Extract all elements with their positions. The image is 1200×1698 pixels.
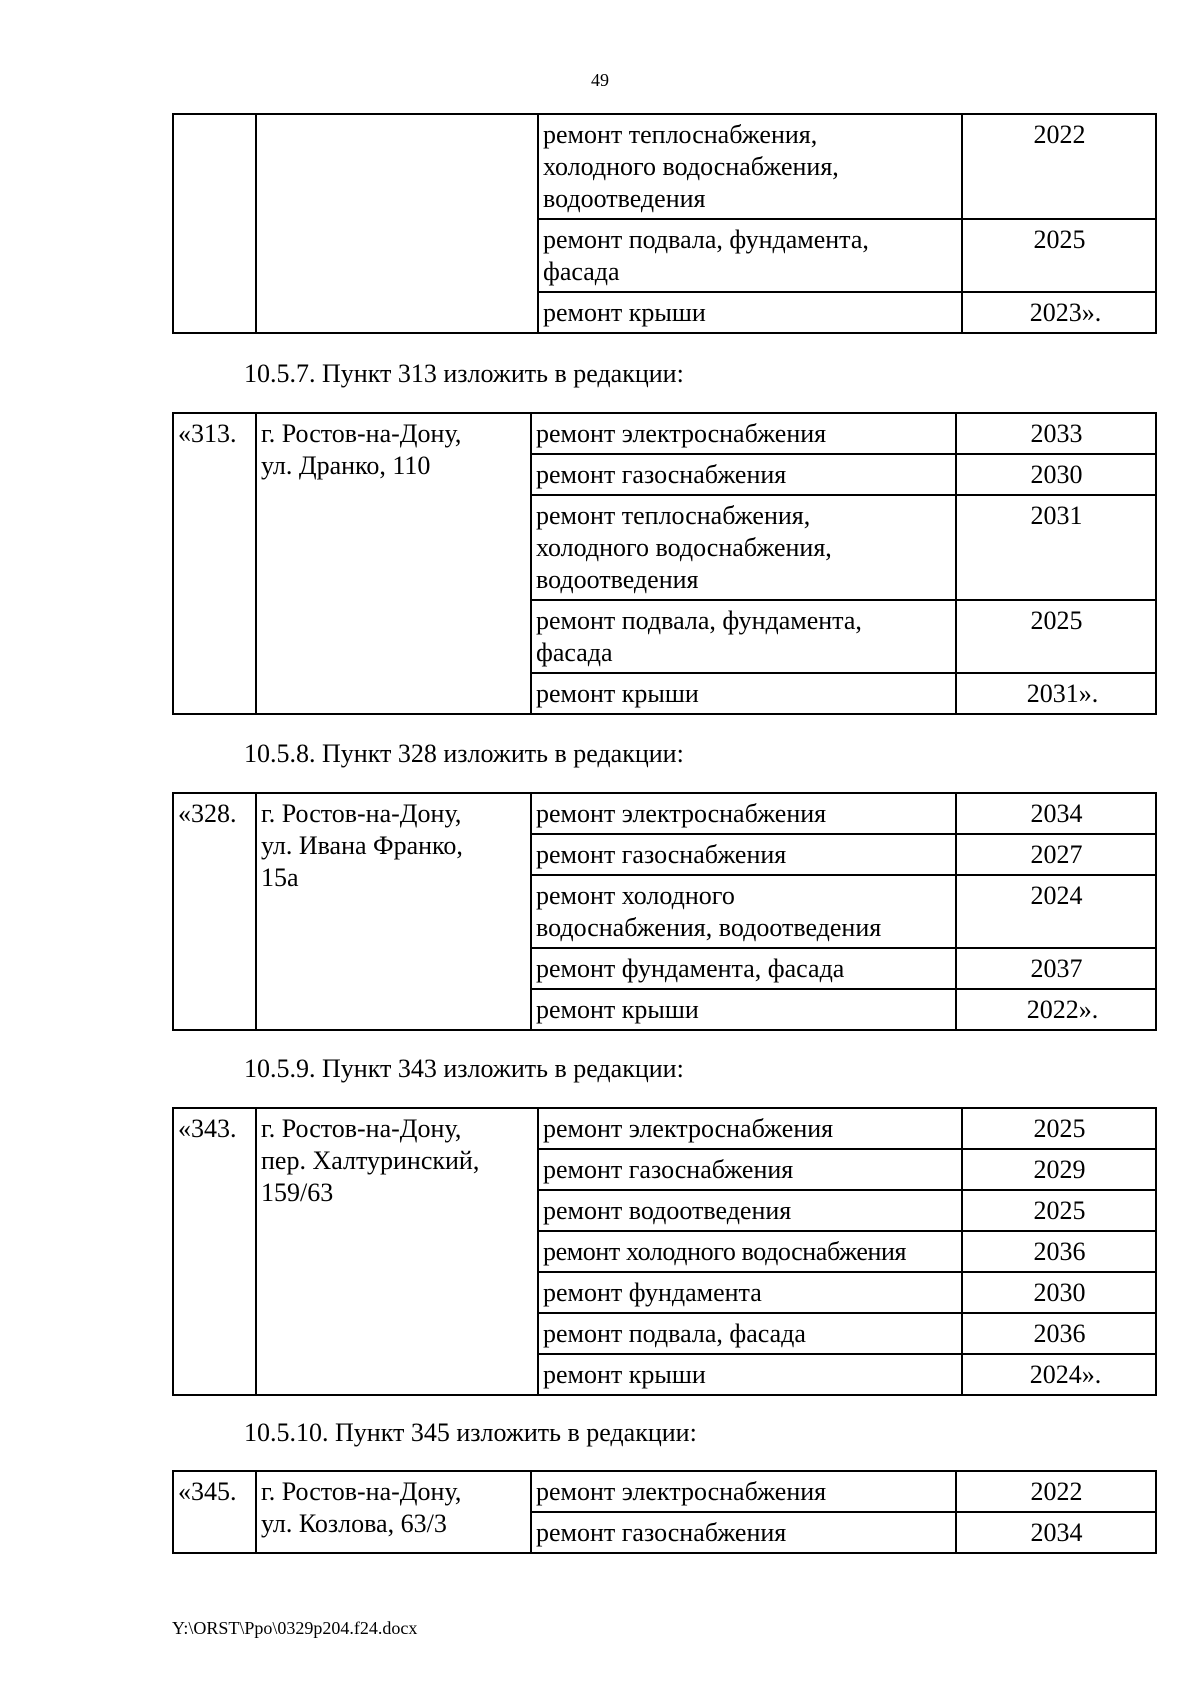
year-cell: 2030	[956, 454, 1156, 495]
work-cell: ремонт подвала, фундамента, фасада	[531, 600, 956, 673]
works-table-continuation	[172, 113, 1157, 334]
table-row	[173, 1471, 1156, 1512]
year-cell: 2023».	[962, 292, 1156, 333]
works-table-313	[172, 412, 1157, 715]
table-row	[173, 413, 1156, 454]
address-cell: г. Ростов-на-Дону, ул. Дранко, 110	[256, 413, 531, 714]
year-cell: 2025	[956, 600, 1156, 673]
work-cell: ремонт электроснабжения	[531, 1471, 956, 1512]
item-number-cell: «328.	[173, 793, 256, 1030]
work-cell: ремонт холодного водоснабжения	[538, 1231, 962, 1272]
address-cell: г. Ростов-на-Дону, пер. Халтуринский, 159/63	[256, 1108, 538, 1395]
year-cell: 2022	[962, 114, 1156, 219]
table-row	[173, 114, 1156, 219]
year-cell: 2036	[962, 1313, 1156, 1354]
page-number: 49	[591, 70, 609, 90]
work-cell: ремонт водоотведения	[538, 1190, 962, 1231]
work-cell: ремонт газоснабжения	[531, 454, 956, 495]
section-heading: 10.5.9. Пункт 343 изложить в редакции:	[244, 1054, 684, 1083]
table-row	[173, 793, 1156, 834]
item-number-cell: «345.	[173, 1471, 256, 1553]
year-cell: 2024	[956, 875, 1156, 948]
year-cell: 2027	[956, 834, 1156, 875]
year-cell: 2033	[956, 413, 1156, 454]
table-row	[173, 1108, 1156, 1149]
year-cell: 2022».	[956, 989, 1156, 1030]
file-path-footer: Y:\ORST\Ppo\0329p204.f24.docx	[172, 1618, 418, 1638]
year-cell: 2029	[962, 1149, 1156, 1190]
work-cell: ремонт газоснабжения	[538, 1149, 962, 1190]
work-cell: ремонт крыши	[538, 292, 962, 333]
item-number-cell: «313.	[173, 413, 256, 714]
year-cell: 2034	[956, 1512, 1156, 1553]
section-heading: 10.5.10. Пункт 345 изложить в редакции:	[244, 1418, 697, 1447]
work-cell: ремонт холодного водоснабжения, водоотведения	[531, 875, 956, 948]
year-cell: 2031	[956, 495, 1156, 600]
year-cell: 2031».	[956, 673, 1156, 714]
address-cell: г. Ростов-на-Дону, ул. Козлова, 63/3	[256, 1471, 531, 1553]
item-number-cell: «343.	[173, 1108, 256, 1395]
year-cell: 2022	[956, 1471, 1156, 1512]
works-table-345	[172, 1470, 1157, 1554]
work-cell: ремонт крыши	[531, 989, 956, 1030]
work-cell: ремонт крыши	[531, 673, 956, 714]
section-heading: 10.5.7. Пункт 313 изложить в редакции:	[244, 359, 684, 388]
works-table-328	[172, 792, 1157, 1031]
work-cell: ремонт крыши	[538, 1354, 962, 1395]
year-cell: 2025	[962, 1190, 1156, 1231]
year-cell: 2025	[962, 1108, 1156, 1149]
address-cell: г. Ростов-на-Дону, ул. Ивана Франко, 15а	[256, 793, 531, 1030]
work-cell: ремонт электроснабжения	[538, 1108, 962, 1149]
work-cell: ремонт электроснабжения	[531, 793, 956, 834]
work-cell: ремонт теплоснабжения, холодного водоснабжения, водоотведения	[531, 495, 956, 600]
work-cell: ремонт электроснабжения	[531, 413, 956, 454]
year-cell: 2030	[962, 1272, 1156, 1313]
work-cell: ремонт газоснабжения	[531, 1512, 956, 1553]
address-cell	[256, 114, 538, 333]
year-cell: 2024».	[962, 1354, 1156, 1395]
work-cell: ремонт подвала, фундамента, фасада	[538, 219, 962, 292]
work-cell: ремонт газоснабжения	[531, 834, 956, 875]
work-cell: ремонт теплоснабжения, холодного водоснабжения, водоотведения	[538, 114, 962, 219]
year-cell: 2036	[962, 1231, 1156, 1272]
year-cell: 2037	[956, 948, 1156, 989]
section-heading: 10.5.8. Пункт 328 изложить в редакции:	[244, 739, 684, 768]
year-cell: 2025	[962, 219, 1156, 292]
work-cell: ремонт подвала, фасада	[538, 1313, 962, 1354]
work-cell: ремонт фундамента, фасада	[531, 948, 956, 989]
year-cell: 2034	[956, 793, 1156, 834]
work-cell: ремонт фундамента	[538, 1272, 962, 1313]
works-table-343	[172, 1107, 1157, 1396]
item-number-cell	[173, 114, 256, 333]
